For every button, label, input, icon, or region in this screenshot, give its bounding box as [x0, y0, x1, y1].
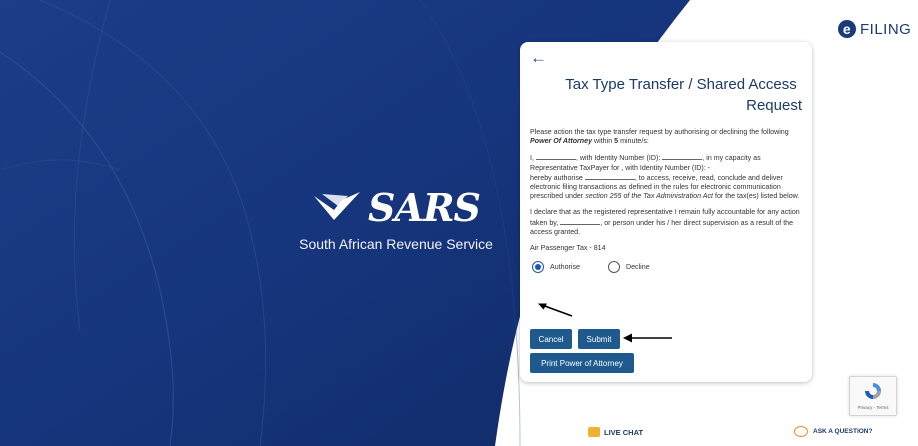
live-chat-button[interactable] [588, 427, 643, 437]
card-title-line2: Request [746, 97, 802, 114]
card-title [540, 74, 802, 116]
recaptcha-badge[interactable] [849, 376, 897, 416]
auth-text-6: for the tax(es) listed below. [714, 192, 800, 201]
sars-brand [296, 185, 496, 252]
live-chat-label: LIVE CHAT [604, 427, 644, 437]
card-body [530, 128, 800, 273]
sars-logo [296, 185, 496, 230]
annotation-arrow-submit [622, 332, 674, 344]
card-title-line1: Tax Type Transfer / Shared Access [565, 76, 797, 93]
auth-text-1: I, [530, 154, 534, 163]
arrow-left-icon[interactable]: ← [530, 48, 547, 67]
radio-authorise[interactable] [532, 261, 580, 273]
submit-button[interactable]: Submit [578, 329, 620, 349]
efiling-logo[interactable] [838, 20, 911, 38]
intro-paragraph [530, 128, 800, 146]
tax-item: Air Passenger Tax - 814 [530, 244, 606, 253]
ask-question-label: ASK A QUESTION? [813, 428, 873, 435]
blank-field [536, 153, 576, 160]
blank-field [662, 153, 702, 160]
print-power-of-attorney-button[interactable]: Print Power of Attorney [530, 353, 634, 373]
intro-within: within [594, 137, 613, 146]
intro-suffix: minute/s: [620, 137, 649, 146]
chat-icon [588, 427, 600, 437]
radio-decline-label: Decline [625, 262, 650, 271]
declaration-text-2: , or person under his / her direct supervision as a result of the access granted. [530, 218, 794, 236]
radio-decline[interactable] [608, 261, 650, 273]
efiling-logo-text: FILING [860, 20, 912, 38]
auth-text-3: , in my capacity as Representative TaxPayer for , with Identity Number (ID): - [530, 154, 761, 172]
radio-selected-dot [535, 264, 541, 270]
decision-radio-group [532, 261, 800, 273]
intro-emphasis: Power Of Attorney [530, 137, 593, 146]
ask-question-button[interactable] [794, 426, 872, 437]
auth-text-5: , to access, receive, read, conclude and deliver electronic filing transactions as defined in the rules for electronic communication prescribed under [530, 173, 783, 201]
declaration-paragraph [530, 208, 800, 237]
radio-authorise-circle[interactable] [532, 261, 544, 273]
declaration-text-1: I declare that as the registered representative I remain fully accountable for any action taken by, [530, 208, 800, 227]
sars-logo-text: SARS [368, 185, 480, 230]
auth-text-2: , with Identity Number (ID): [575, 154, 661, 163]
intro-text: Please action the tax type transfer request by authorising or declining the following [530, 128, 789, 136]
shared-access-request-card [520, 42, 812, 382]
radio-decline-circle[interactable] [608, 261, 620, 273]
cancel-button[interactable]: Cancel [530, 329, 572, 349]
annotation-arrow-authorise [536, 302, 576, 320]
sars-bird-icon [312, 190, 366, 226]
radio-authorise-label: Authorise [550, 262, 580, 271]
blank-field [560, 218, 600, 225]
blank-field [585, 173, 635, 180]
auth-text-4: hereby authorise [530, 173, 583, 182]
recaptcha-icon [862, 381, 884, 401]
sars-tagline: South African Revenue Service [299, 236, 493, 252]
efiling-e-icon: e [838, 20, 856, 38]
authorisation-paragraph [530, 153, 800, 201]
auth-text-legal-reference: section 255 of the Tax Administration Act [585, 192, 713, 201]
intro-minutes: 5 [614, 137, 619, 146]
recaptcha-terms[interactable]: Privacy - Terms [857, 405, 889, 410]
speech-bubble-icon [794, 426, 808, 437]
